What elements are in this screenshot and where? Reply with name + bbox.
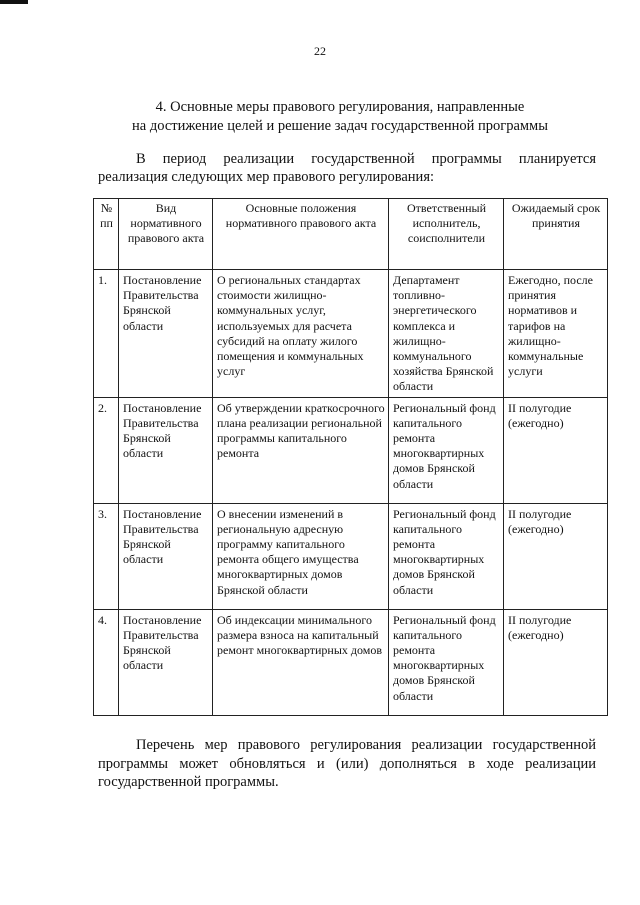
- scan-corner-mark: [0, 0, 28, 4]
- legal-measures-table: [93, 198, 608, 716]
- closing-paragraph: Перечень мер правового регулирования реализации государственной программы может обновляться и (или) дополняться в ходе реализации государственной программы.: [98, 737, 596, 790]
- cell-act-type: Постановление Правительства Брянской области: [119, 397, 213, 503]
- table-header-row: [94, 199, 608, 270]
- section-heading: [70, 98, 610, 136]
- header-number: № пп: [94, 199, 119, 270]
- cell-act-type: Постановление Правительства Брянской области: [119, 609, 213, 715]
- section-heading-line-2: на достижение целей и решение задач государственной программы: [132, 118, 548, 134]
- cell-act-content: О региональных стандартах стоимости жилищно-коммунальных услуг, используемых для расчета субсидий на оплату жилого помещения и коммунальных услуг: [213, 270, 389, 398]
- cell-number: 1.: [94, 270, 119, 398]
- cell-act-type: Постановление Правительства Брянской области: [119, 503, 213, 609]
- cell-term: II полугодие (ежегодно): [504, 503, 608, 609]
- section-heading-line-1: 4. Основные меры правового регулирования, направленные: [155, 99, 525, 115]
- header-act-content: Основные положения нормативного правового акта: [213, 199, 389, 270]
- table-row: [94, 609, 608, 715]
- cell-executor: Региональный фонд капитального ремонта многоквартирных домов Брянской области: [389, 503, 504, 609]
- cell-term: II полугодие (ежегодно): [504, 609, 608, 715]
- page-number: 22: [314, 44, 326, 58]
- cell-executor: Региональный фонд капитального ремонта многоквартирных домов Брянской области: [389, 397, 504, 503]
- table-row: [94, 270, 608, 398]
- intro-paragraph: В период реализации государственной программы планируется реализация следующих мер правового регулирования:: [98, 151, 596, 185]
- table-row: [94, 397, 608, 503]
- cell-act-content: О внесении изменений в региональную адресную программу капитального ремонта общего имущества многоквартирных домов Брянской области: [213, 503, 389, 609]
- cell-term: Ежегодно, после принятия нормативов и тарифов на жилищно-коммунальные услуги: [504, 270, 608, 398]
- table-row: [94, 503, 608, 609]
- cell-term: II полугодие (ежегодно): [504, 397, 608, 503]
- cell-act-content: Об индексации минимального размера взноса на капитальный ремонт многоквартирных домов: [213, 609, 389, 715]
- header-executor: Ответственный исполнитель, соисполнители: [389, 199, 504, 270]
- cell-number: 4.: [94, 609, 119, 715]
- header-act-type: Вид нормативного правового акта: [119, 199, 213, 270]
- cell-executor: Департамент топливно-энергетического комплекса и жилищно-коммунального хозяйства Брянской области: [389, 270, 504, 398]
- cell-number: 2.: [94, 397, 119, 503]
- cell-act-type: Постановление Правительства Брянской области: [119, 270, 213, 398]
- cell-number: 3.: [94, 503, 119, 609]
- cell-executor: Региональный фонд капитального ремонта многоквартирных домов Брянской области: [389, 609, 504, 715]
- header-term: Ожидаемый срок принятия: [504, 199, 608, 270]
- cell-act-content: Об утверждении краткосрочного плана реализации региональной программы капитального ремонта: [213, 397, 389, 503]
